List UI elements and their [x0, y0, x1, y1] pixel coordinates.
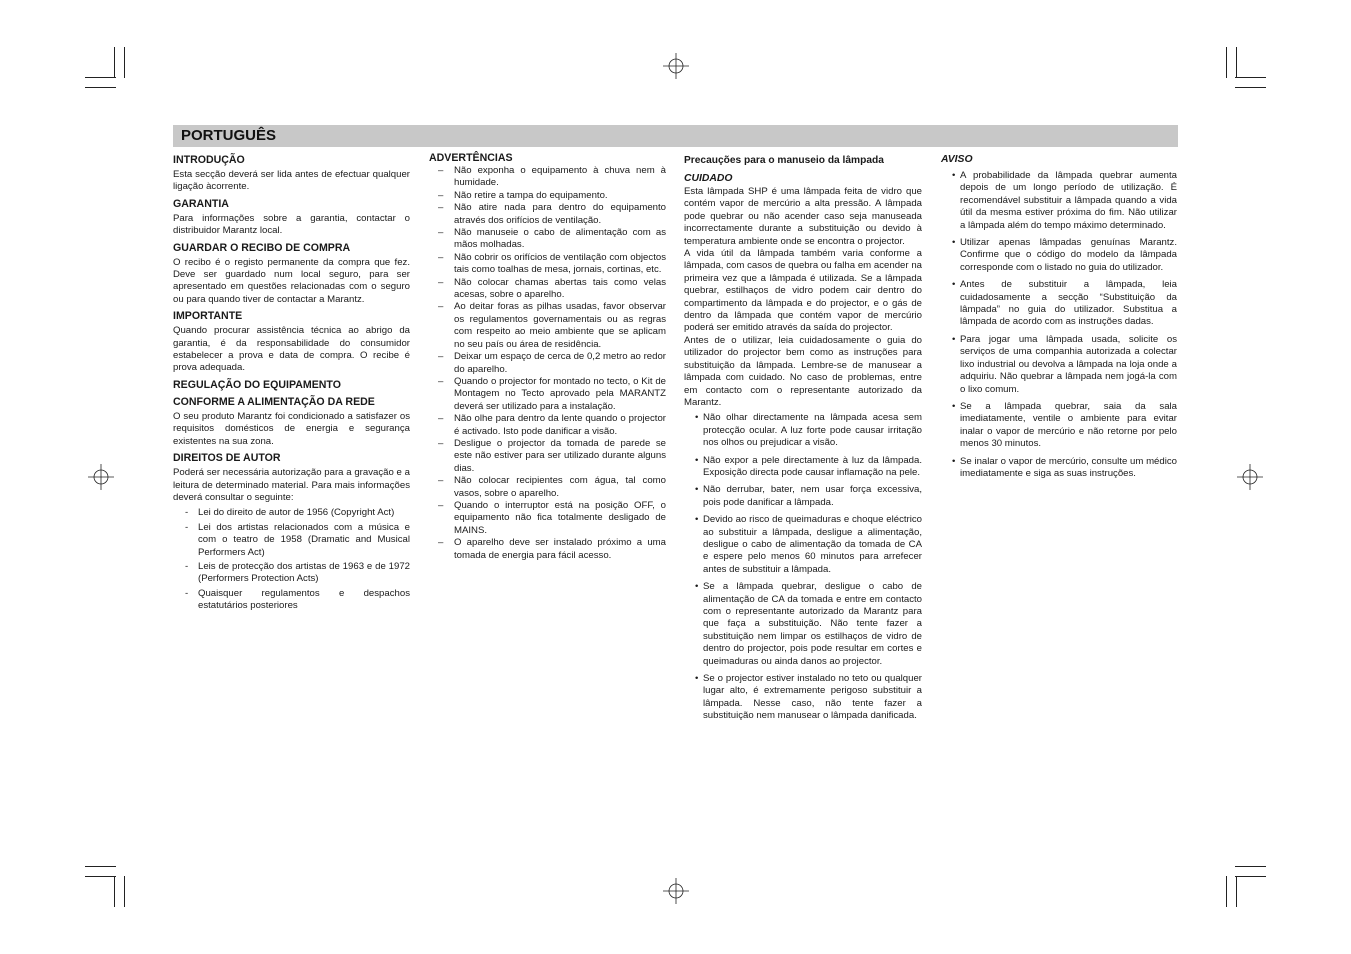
crop-mark: [114, 47, 115, 78]
list-item: [429, 165, 666, 190]
list-item-text: Ao deitar foras as pilhas usadas, favor observar os regulamentos governamentais ou as regras com respeito ao meio ambiente que se aplicam no seu país ou área de residência.: [454, 301, 666, 350]
list-item-text: Se a lâmpada quebrar, desligue o cabo de alimentação de CA da tomada e entre em contacto com o representante autorizado da Marantz para que faça a substituição. Não tente fazer a substituição nem limpar os estilhaços de vidro de dentro do projector, pois pode resultar em cortes e queimaduras ou ainda danos ao projector.: [703, 581, 922, 667]
copyright-acts-list: [173, 507, 410, 612]
list-item: [684, 455, 922, 480]
bullet-icon: •: [952, 333, 956, 345]
column-general-info: [173, 152, 410, 615]
bullet-icon: •: [952, 455, 956, 467]
list-item: [429, 537, 666, 562]
list-item-text: O aparelho deve ser instalado próximo a uma tomada de energia para fácil acesso.: [454, 537, 666, 561]
language-banner: [173, 125, 1178, 147]
section-text: O recibo é o registo permanente da compra que fez. Deve ser guardado num local seguro, para ser apresentado em questões relacionadas com o seguro ou para quando tiver de contactar a Marantz.: [173, 256, 410, 305]
list-marker: -: [185, 587, 189, 599]
list-marker: –: [438, 499, 444, 511]
section-text: Para informações sobre a garantia, contactar o distribuidor Marantz local.: [173, 212, 410, 237]
crop-mark: [1236, 876, 1237, 907]
list-item-text: Se o projector estiver instalado no teto ou qualquer lugar alto, é extremamente perigoso substituir a lâmpada. Nesse caso, não tente fazer a substituição nem manusear o lâmpada danificada.: [703, 673, 922, 722]
section-text: Poderá ser necessária autorização para a gravação e a leitura de determinado material. Para mais informações deverá consultar o seguinte:: [173, 467, 410, 503]
list-item: [684, 514, 922, 576]
list-marker: –: [438, 276, 444, 288]
crop-mark: [1235, 77, 1266, 78]
list-marker: –: [438, 413, 444, 425]
paragraph: Antes de o utilizar, leia cuidadosamente o guia do utilizador do projector bem como as instruções para substituição da lâmpada. Lembre-se de manusear a lâmpada com cuidado. No caso de problemas, entre em contacto com o representante autorizado da Marantz.: [684, 334, 922, 408]
list-item-text: Lei dos artistas relacionados com a música e com o teatro de 1958 (Dramatic and Musical Performers Act): [198, 521, 410, 558]
list-item: [429, 376, 666, 413]
list-item: [173, 522, 410, 559]
list-item-text: Se a lâmpada quebrar, saia da sala imediatamente, ventile o ambiente para evitar inalar o vapor de mercúrio e não retorne por pelo menos 30 minutos.: [960, 400, 1177, 450]
registration-mark-icon: [663, 53, 689, 79]
crop-mark: [85, 876, 116, 877]
list-marker: –: [438, 165, 444, 176]
list-item-text: Não olhar directamente na lâmpada acesa sem protecção ocular. A luz forte pode causar irritação nos olhos ou prejudicar a visão.: [703, 412, 922, 449]
list-item: [173, 507, 410, 519]
registration-mark-icon: [663, 878, 689, 904]
list-item: [429, 351, 666, 376]
warnings-list: [429, 165, 666, 562]
section-heading: DIREITOS DE AUTOR: [173, 452, 281, 465]
list-item: [429, 413, 666, 438]
list-marker: –: [438, 537, 444, 549]
list-item-text: Não derrubar, bater, nem usar força excessiva, pois pode danificar a lâmpada.: [703, 484, 922, 508]
list-marker: –: [438, 437, 444, 449]
section-heading: CONFORME A ALIMENTAÇÃO DA REDE: [173, 395, 375, 408]
bullet-icon: •: [695, 514, 699, 526]
list-item: [429, 438, 666, 475]
list-item-text: Não colocar recipientes com água, tal como vasos, sobre o aparelho.: [454, 475, 666, 499]
list-marker: –: [438, 202, 444, 214]
caution-list: [684, 412, 922, 722]
list-marker: –: [438, 301, 444, 313]
registration-mark-icon: [1237, 464, 1263, 490]
bullet-icon: •: [952, 237, 956, 249]
list-item-text: Não exponha o equipamento à chuva nem à humidade.: [454, 165, 666, 189]
list-marker: –: [438, 251, 444, 263]
crop-mark: [1226, 876, 1227, 907]
crop-mark: [1226, 47, 1227, 78]
section-text: O seu produto Marantz foi condicionado a satisfazer os requisitos domésticos de energia e segurança existentes na sua zona.: [173, 410, 410, 447]
list-item: [429, 277, 666, 302]
registration-mark-icon: [88, 464, 114, 490]
list-item: [941, 334, 1177, 396]
bullet-icon: •: [695, 454, 699, 466]
bullet-icon: •: [695, 673, 699, 685]
list-item: [173, 561, 410, 586]
list-item: [941, 279, 1177, 329]
list-marker: –: [438, 351, 444, 363]
column-lamp-precautions: [684, 152, 922, 728]
list-marker: -: [185, 560, 189, 572]
list-item-text: Não atire nada para dentro do equipamento através dos orifícios de ventilação.: [454, 202, 666, 226]
list-item: [684, 581, 922, 668]
list-item: [429, 500, 666, 537]
list-item-text: Desligue o projector da tomada de parede se este não estiver para ser utilizado durante alguns dias.: [454, 437, 666, 474]
list-item: [684, 484, 922, 509]
page-title: PORTUGUÊS: [181, 127, 277, 144]
crop-mark: [1236, 47, 1237, 78]
section-heading: ADVERTÊNCIAS: [429, 152, 513, 164]
crop-mark: [114, 876, 115, 907]
list-item-text: Não retire a tampa do equipamento.: [454, 189, 608, 201]
crop-mark: [124, 47, 125, 78]
list-item-text: A probabilidade da lâmpada quebrar aumenta depois de um longo período de utilização. É recomendável substituir a lâmpada quando a vida útil da mesma estiver próxima do fim. Não utilizar a lâmpada além do tempo máximo determinado.: [960, 170, 1177, 231]
list-item: [429, 475, 666, 500]
list-item-text: Não expor a pele directamente à luz da lâmpada. Exposição directa pode causar inflamação na pele.: [703, 454, 922, 478]
list-item-text: Não olhe para dentro da lente quando o projector é activado. Isto pode danificar a visão.: [454, 413, 666, 437]
section-heading: IMPORTANTE: [173, 310, 243, 323]
crop-mark: [85, 77, 116, 78]
list-item-text: Leis de protecção dos artistas de 1963 e de 1972 (Performers Protection Acts): [198, 560, 410, 585]
section-text: Esta secção deverá ser lida antes de efectuar qualquer ligação àcorrente.: [173, 169, 410, 193]
list-item-text: Antes de substituir a lâmpada, leia cuidadosamente a secção “Substituição da lâmpada” no guia do utilizador. Substitua a lâmpada de acordo com as instruções dadas.: [960, 279, 1177, 328]
list-item-text: Não cobrir os orifícios de ventilação com objectos tais como toalhas de mesa, jornais, cortinas, etc.: [454, 251, 666, 276]
list-item-text: Quando o projector for montado no tecto, o Kit de Montagem no Tecto aprovado pela MARANTZ deverá ser utilizado para a instalação.: [454, 375, 666, 412]
list-marker: -: [185, 521, 189, 533]
list-item: [429, 190, 666, 202]
list-item-text: Para jogar uma lâmpada usada, solicite os serviços de uma companhia autorizada a colectar lixo industrial ou devolva a lâmpada na loja onde a adquiriu. Não quebrar a lâmpada nem jogá-la com o lixo comum.: [960, 333, 1177, 395]
paragraph: A vida útil da lâmpada também varia conforme a lâmpada, com casos de quebra ou falha em acender na primeira vez que a lâmpada é utilizada. Se a lâmpada quebrar, estilhaços de vidro podem cair dentro do compartimento da lâmpada e do projector, e o gás de dentro da lâmpada que contém vapor de mercúrio poderá ser emitido através da saída do projector.: [684, 248, 922, 334]
list-marker: –: [438, 189, 444, 201]
list-item-text: Não colocar chamas abertas tais como velas acesas, sobre o aparelho.: [454, 276, 666, 301]
list-item: [941, 401, 1177, 451]
list-marker: –: [438, 227, 444, 239]
section-heading: GARANTIA: [173, 197, 229, 210]
notice-heading: AVISO: [941, 154, 973, 165]
list-item-text: Não manuseie o cabo de alimentação com as mãos molhadas.: [454, 227, 666, 251]
paragraph: Esta lâmpada SHP é uma lâmpada feita de vidro que contém vapor de mercúrio a alta pressão. A lâmpada pode quebrar ou não acender caso seja manuseada incorrectamente durante a substituição ou devido à temperatura ambiente onde se encontra o projector.: [684, 186, 922, 247]
crop-mark: [85, 87, 116, 88]
list-item: [941, 456, 1177, 481]
crop-mark: [1235, 866, 1266, 867]
section-heading: Precauções para o manuseio da lâmpada: [684, 155, 884, 166]
bullet-icon: •: [695, 484, 699, 496]
list-marker: –: [438, 475, 444, 487]
section-text: Quando procurar assistência técnica ao abrigo da garantia, é da responsabilidade do consumidor estabelecer a prova e data de compra. O recibe é prova adequada.: [173, 325, 410, 374]
list-item: [429, 202, 666, 227]
list-item-text: Deixar um espaço de cerca de 0,2 metro ao redor do aparelho.: [454, 351, 666, 375]
list-marker: –: [438, 375, 444, 387]
list-item-text: Quaisquer regulamentos e despachos estatutários posteriores: [198, 587, 410, 612]
column-warnings: [429, 152, 666, 562]
list-item: [684, 412, 922, 449]
caution-heading: CUIDADO: [684, 173, 733, 184]
bullet-icon: •: [952, 400, 956, 412]
bullet-icon: •: [695, 581, 699, 593]
list-item-text: Se inalar o vapor de mercúrio, consulte um médico imediatamente e siga as suas instruções.: [960, 455, 1177, 479]
crop-mark: [1235, 87, 1266, 88]
crop-mark: [124, 876, 125, 907]
list-item: [173, 588, 410, 613]
list-item: [941, 237, 1177, 274]
section-heading: GUARDAR O RECIBO DE COMPRA: [173, 241, 351, 254]
list-item: [684, 673, 922, 723]
notice-list: [941, 170, 1177, 480]
bullet-icon: •: [952, 170, 956, 181]
list-item: [941, 170, 1177, 232]
list-item-text: Devido ao risco de queimaduras e choque eléctrico ao substituir a lâmpada, desligue a alimentação, desligue o cabo de alimentação da tomada de CA e espere pelo menos 60 minutos para arrefecer antes de substituir a lâmpada.: [703, 514, 922, 575]
list-marker: -: [185, 507, 189, 519]
list-item: [429, 227, 666, 252]
list-item-text: Lei do direito de autor de 1956 (Copyright Act): [198, 507, 395, 519]
bullet-icon: •: [952, 279, 956, 291]
bullet-icon: •: [695, 412, 699, 424]
section-heading: REGULAÇÃO DO EQUIPAMENTO: [173, 378, 341, 391]
section-heading: INTRODUÇÃO: [173, 154, 245, 166]
list-item: [429, 301, 666, 351]
crop-mark: [85, 866, 116, 867]
column-notice: [941, 152, 1177, 485]
list-item-text: Utilizar apenas lâmpadas genuínas Marantz. Confirme que o código do modelo da lâmpada corresponde com o listado no guia do utilizador.: [960, 237, 1177, 273]
list-item: [429, 252, 666, 277]
list-item-text: Quando o interruptor está na posição OFF, o equipamento não fica totalmente desligado de MAINS.: [454, 499, 666, 536]
crop-mark: [1235, 876, 1266, 877]
